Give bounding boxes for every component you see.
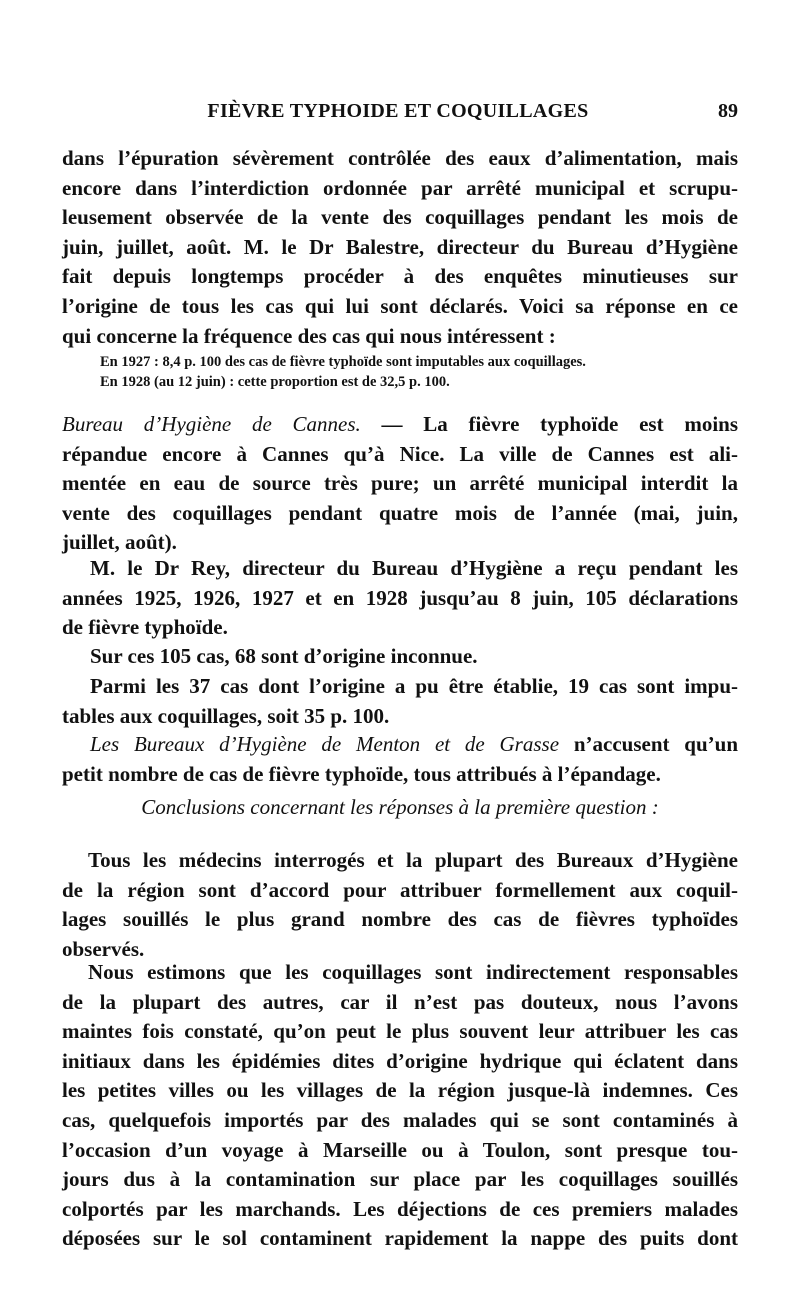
page-number: 89	[718, 100, 738, 122]
running-header	[58, 100, 738, 130]
paragraph-line: fait depuis longtemps procéder à des enquêtes minutieuses sur	[62, 264, 738, 289]
paragraph-line: juin, juillet, août. M. le Dr Balestre, directeur du Bureau d’Hygiène	[62, 234, 738, 259]
paragraph-line: jours dus à la contamination sur place par les coquillages souillés	[62, 1167, 738, 1192]
statistics-notes	[100, 352, 740, 392]
paragraph-line: Sur ces 105 cas, 68 sont d’origine inconnue.	[90, 644, 478, 668]
paragraph-conclusion-1	[62, 846, 738, 964]
paragraph-line: mentée en eau de source très pure; un arrêté municipal interdit la	[62, 471, 738, 496]
paragraph-line: M. le Dr Rey, directeur du Bureau d’Hygiène a reçu pendant les	[90, 556, 738, 580]
paragraph-line: maintes fois constaté, qu’on peut le plus souvent leur attribuer les cas	[62, 1019, 738, 1044]
note-line: En 1928 (au 12 juin) : cette proportion est de 32,5 p. 100.	[100, 374, 450, 390]
line-rest: n’accusent qu’un	[573, 732, 738, 756]
paragraph-line: de la région sont d’accord pour attribuer formellement aux coquil-	[62, 877, 738, 902]
paragraph-line: Tous les médecins interrogés et la plupart des Bureaux d’Hygiène	[88, 848, 738, 872]
paragraph-line: l’occasion d’un voyage à Marseille ou à Toulon, sont presque tou-	[62, 1137, 738, 1162]
paragraph-line: années 1925, 1926, 1927 et en 1928 jusqu’au 8 juin, 105 déclarations	[62, 585, 738, 610]
paragraph-line: juillet, août).	[62, 530, 177, 555]
running-title: FIÈVRE TYPHOIDE ET COQUILLAGES	[207, 100, 589, 122]
paragraph-line: observés.	[62, 936, 145, 961]
line-rest: — La fièvre typhoïde est moins	[381, 412, 739, 436]
paragraph-line: les petites villes ou les villages de la région jusque-là indemnes. Ces	[62, 1078, 738, 1103]
paragraph-cannes	[62, 410, 738, 558]
paragraph-line: petit nombre de cas de fièvre typhoïde, tous attribués à l’épandage.	[62, 761, 661, 786]
paragraph-line: l’origine de tous les cas qui lui sont déclarés. Voici sa réponse en ce	[62, 293, 738, 318]
paragraph-conclusion-2	[62, 958, 738, 1254]
paragraph-line: Parmi les 37 cas dont l’origine a pu être établie, 19 cas sont impu-	[90, 674, 738, 698]
section-heading: Conclusions concernant les réponses à la première question :	[141, 795, 659, 819]
paragraph-line: déposées sur le sol contaminent rapidement la nappe des puits dont	[62, 1226, 738, 1251]
paragraph-line: Nous estimons que les coquillages sont indirectement responsables	[88, 960, 738, 984]
italic-lead: Bureau d’Hygiène de Cannes.	[62, 412, 361, 436]
paragraph-line: vente des coquillages pendant quatre mois de l’année (mai, juin,	[62, 500, 738, 525]
paragraph-menton-grasse	[62, 730, 738, 789]
italic-lead: Les Bureaux d’Hygiène de Menton et de Grasse	[90, 732, 560, 756]
paragraph-line: colportés par les marchands. Les déjections de ces premiers malades	[62, 1196, 738, 1221]
paragraph-line: leusement observée de la vente des coquillages pendant les mois de	[62, 205, 738, 230]
paragraph-line: de fièvre typhoïde.	[62, 615, 228, 640]
paragraph-cases	[62, 642, 738, 672]
paragraph-line	[62, 410, 738, 440]
paragraph-line: tables aux coquillages, soit 35 p. 100.	[62, 703, 390, 728]
paragraph-rey	[62, 554, 738, 643]
paragraph-1	[62, 144, 738, 351]
paragraph-line: répandue encore à Cannes qu’à Nice. La ville de Cannes est ali-	[62, 441, 738, 466]
paragraph-line: encore dans l’interdiction ordonnée par arrêté municipal et scrupu-	[62, 175, 738, 200]
paragraph-line: initiaux dans les épidémies dites d’origine hydrique qui éclatent dans	[62, 1048, 738, 1073]
paragraph-line: lages souillés le plus grand nombre des cas de fièvres typhoïdes	[62, 907, 738, 932]
paragraph-line: dans l’épuration sévèrement contrôlée des eaux d’alimentation, mais	[62, 146, 738, 170]
paragraph-line: qui concerne la fréquence des cas qui nous intéressent :	[62, 323, 556, 348]
paragraph-line: de la plupart des autres, car il n’est pas douteux, nous l’avons	[62, 989, 738, 1014]
note-line: En 1927 : 8,4 p. 100 des cas de fièvre typhoïde sont imputables aux coquillages.	[100, 354, 586, 370]
paragraph-line: cas, quelquefois importés par des malades qui se sont contaminés à	[62, 1107, 738, 1132]
paragraph-line	[62, 730, 738, 760]
paragraph-origin	[62, 672, 738, 731]
